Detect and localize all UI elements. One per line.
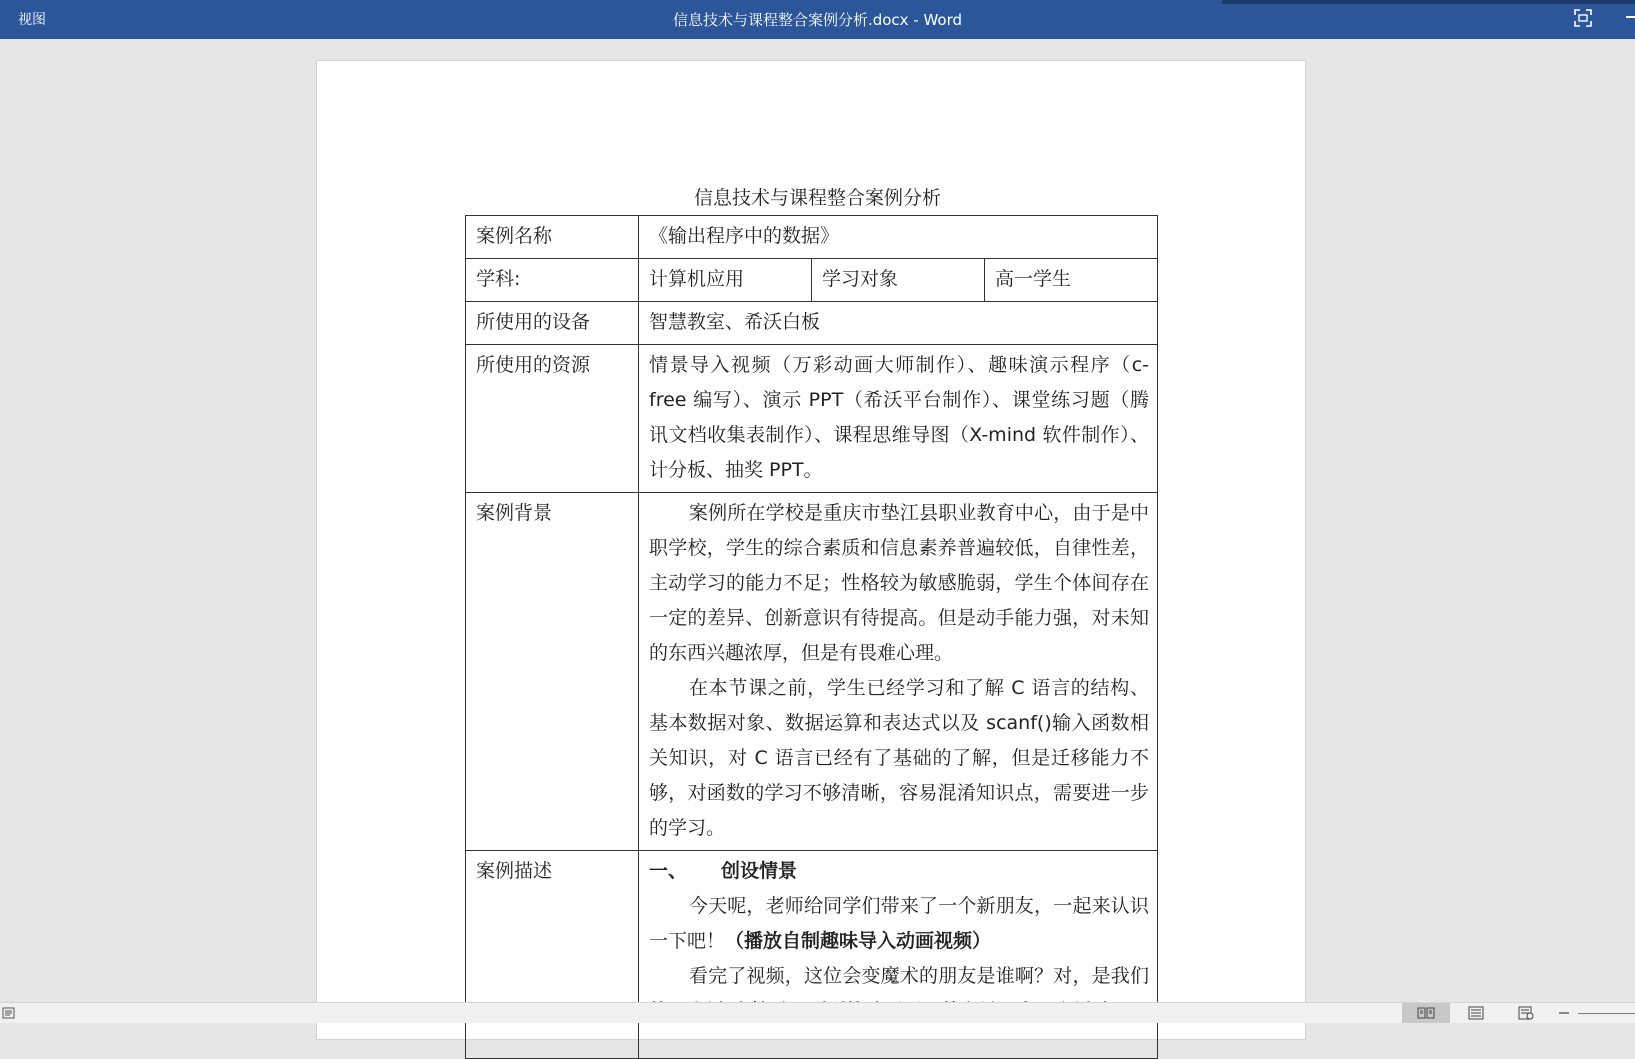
table-row (466, 493, 1158, 851)
title-bar (0, 0, 1635, 39)
learning-target-value: 高一学生 (985, 259, 1158, 302)
read-mode-icon[interactable] (1417, 1006, 1435, 1020)
description-paragraph-1 (649, 889, 1149, 959)
background-label: 案例背景 (466, 493, 639, 851)
description-paragraph-1-bold: （播放自制趣味导入动画视频） (725, 930, 992, 952)
description-paragraph-1-text: 今天呢，老师给同学们带来了一个新朋友，一起来认识一下吧！ (649, 895, 1149, 952)
window-title: 信息技术与课程整合案例分析.docx - Word (672, 11, 963, 29)
table-row (466, 259, 1158, 302)
case-name-value: 《输出程序中的数据》 (639, 216, 1158, 259)
table-row (466, 216, 1158, 259)
equipment-label: 所使用的设备 (466, 302, 639, 345)
subject-label: 学科: (466, 259, 639, 302)
print-layout-icon[interactable] (1467, 1006, 1485, 1020)
document-title: 信息技术与课程整合案例分析 (693, 187, 941, 209)
description-paragraph-2: 看完了视频，这位会变魔术的朋友是谁啊？对，是我们 (688, 965, 1149, 987)
case-name-label: 案例名称 (466, 216, 639, 259)
background-paragraph-1: 案例所在学校是重庆市垫江县职业教育中心，由于是中职学校，学生的综合素质和信息素养普遍较低，自律性差，主动学习的能力不足；性格较为敏感脆弱，学生个体间存在一定的差异、创新意识有待提高。但是动手能力强，对未知的东西兴趣浓厚，但是有畏难心理。 (649, 502, 1149, 664)
description-cell (639, 851, 1158, 1059)
case-table (465, 215, 1158, 1059)
table-row (466, 302, 1158, 345)
resources-value: 情景导入视频（万彩动画大师制作）、趣味演示程序（c-free 编写）、演示 PPT（希沃平台制作）、课堂练习题（腾讯文档收集表制作）、课程思维导图（X-mind 软件制作）、计分板、抽奖 PPT。 (639, 345, 1158, 493)
view-menu[interactable]: 视图 (18, 12, 46, 28)
minimize-ribbon-icon[interactable] (1626, 16, 1635, 18)
resources-label: 所使用的资源 (466, 345, 639, 493)
web-layout-icon[interactable] (1517, 1006, 1535, 1020)
subject-value: 计算机应用 (639, 259, 812, 302)
zoom-out-icon[interactable] (1558, 1006, 1570, 1020)
heading-number: 一、 (649, 860, 688, 882)
table-row (466, 851, 1158, 1059)
heading-text: 创设情景 (721, 860, 798, 882)
title-bar-shadow (1222, 0, 1635, 4)
focus-mode-icon[interactable] (1574, 9, 1592, 27)
table-row (466, 345, 1158, 493)
learning-target-label: 学习对象 (812, 259, 985, 302)
equipment-value: 智慧教室、希沃白板 (639, 302, 1158, 345)
status-bar (0, 1002, 1635, 1023)
macro-record-icon[interactable] (2, 1006, 16, 1020)
description-heading (649, 854, 1149, 889)
description-label: 案例描述 (466, 851, 639, 1059)
background-paragraph-2: 在本节课之前，学生已经学习和了解 C 语言的结构、基本数据对象、数据运算和表达式以及 scanf()输入函数相关知识，对 C 语言已经有了基础的了解，但是迁移能力不够，对函数的学习不够清晰，容易混淆知识点，需要进一步的学习。 (649, 677, 1149, 839)
background-cell (639, 493, 1158, 851)
zoom-slider[interactable] (1578, 1013, 1635, 1014)
